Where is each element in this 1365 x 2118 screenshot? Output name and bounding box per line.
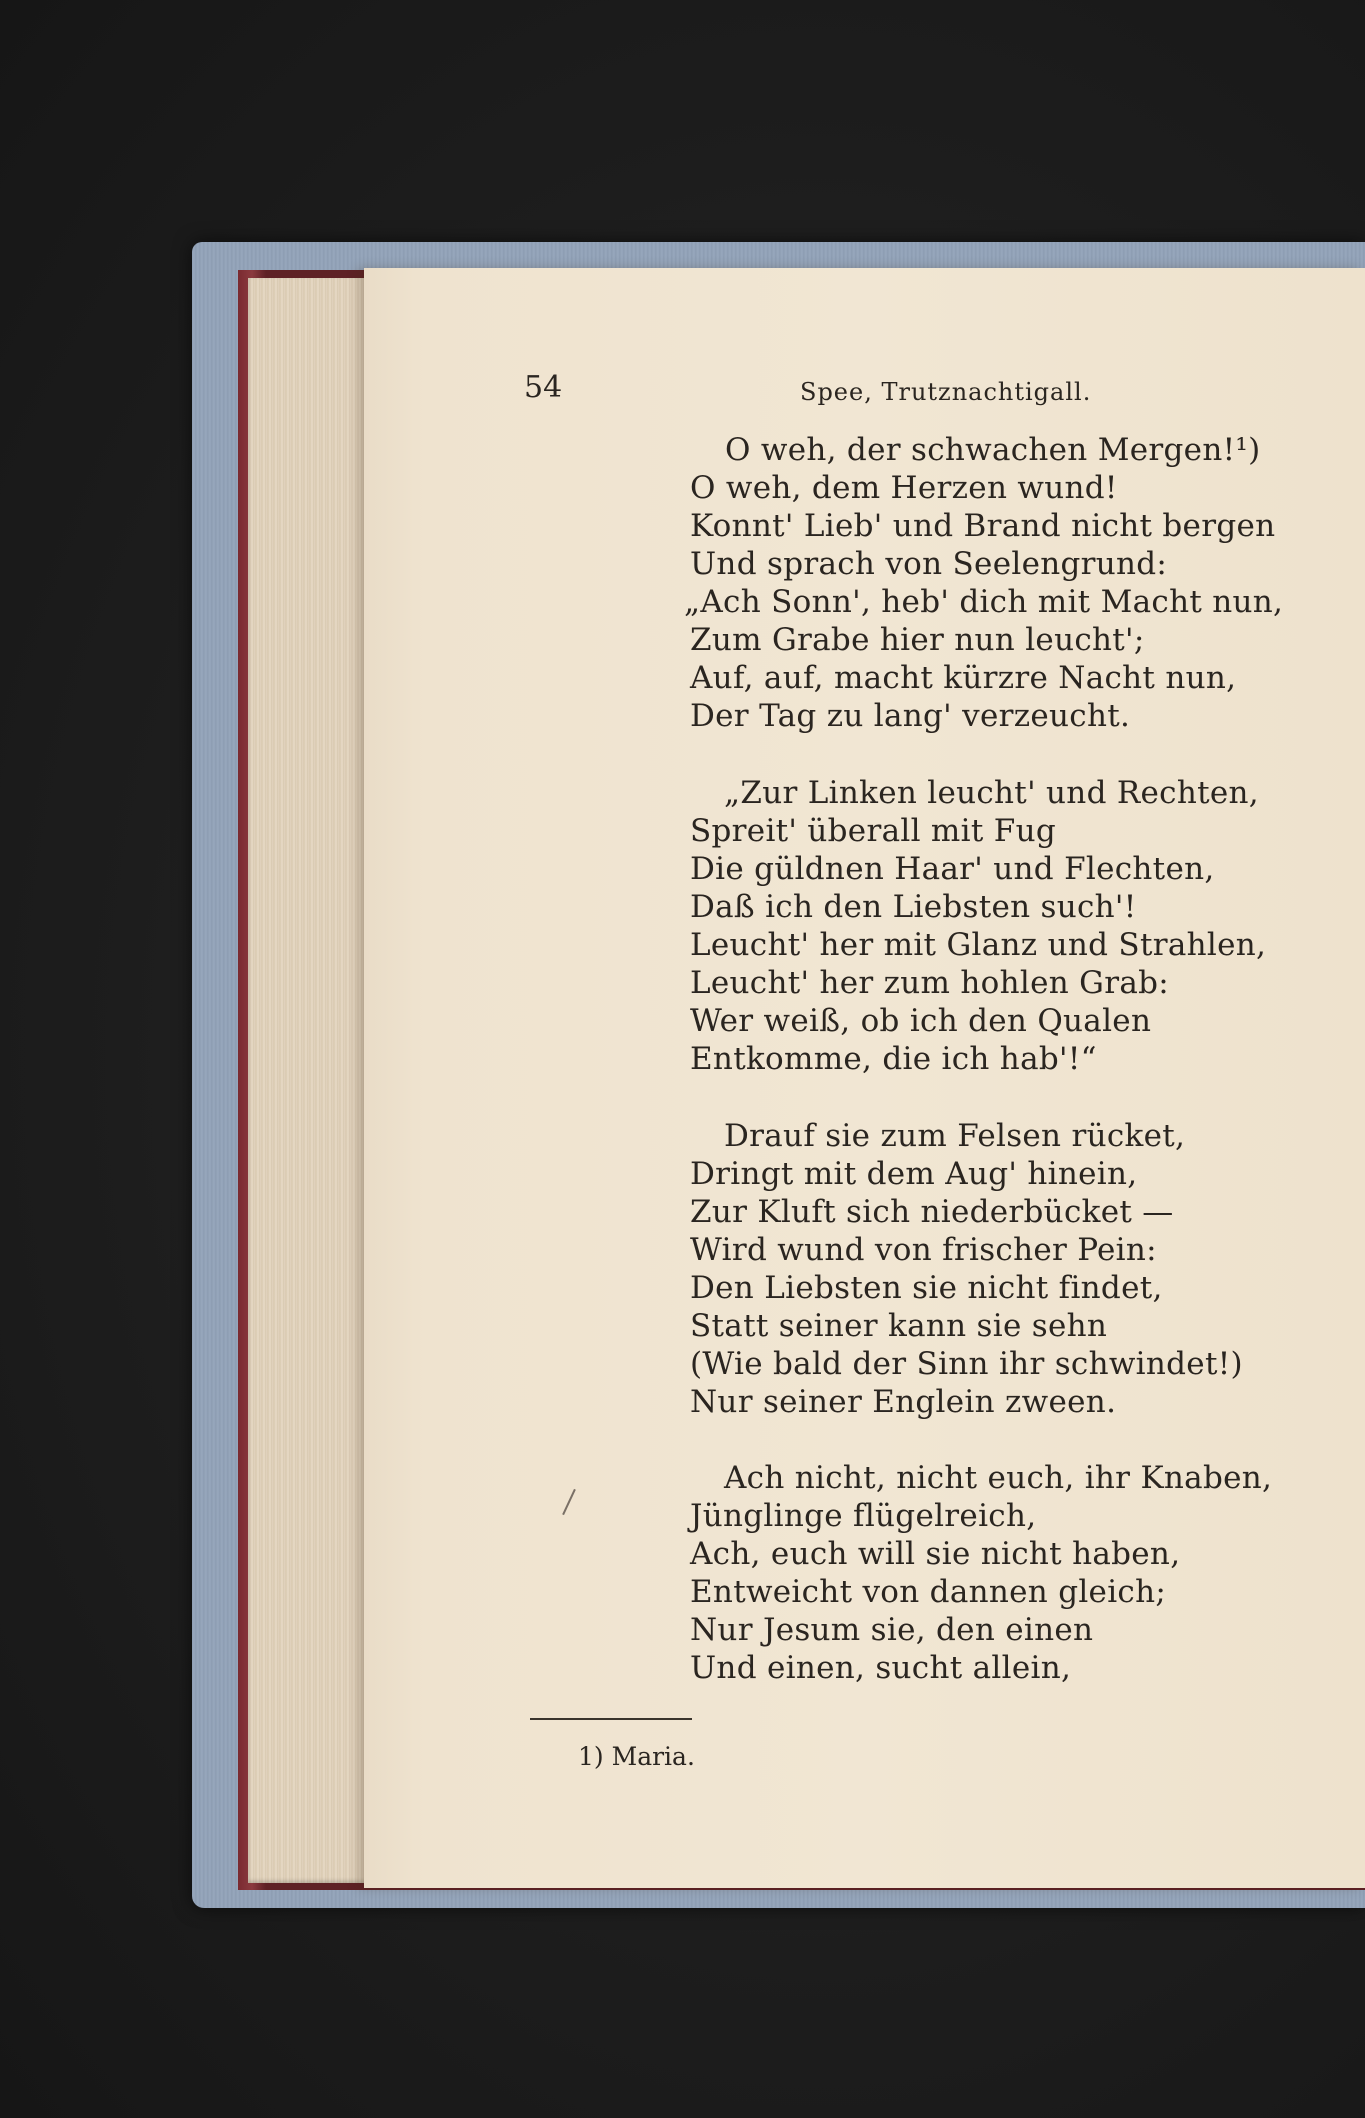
verse-line: Ach nicht, nicht euch, ihr Knaben, bbox=[724, 1460, 1273, 1496]
verse-line: (Wie bald der Sinn ihr schwindet!) bbox=[690, 1346, 1243, 1382]
verse-line: Entweicht von dannen gleich; bbox=[690, 1574, 1167, 1610]
verse-line: O weh, der schwachen Mergen!¹) bbox=[725, 432, 1261, 468]
verse-line: Entkomme, die ich hab'!“ bbox=[690, 1041, 1097, 1077]
verse-line: Den Liebsten sie nicht findet, bbox=[690, 1270, 1163, 1306]
verse-line: Konnt' Lieb' und Brand nicht bergen bbox=[690, 508, 1276, 544]
footnote-rule bbox=[530, 1718, 692, 1720]
verse-line: Auf, auf, macht kürzre Nacht nun, bbox=[690, 660, 1237, 696]
verse-line: Drauf sie zum Felsen rücket, bbox=[724, 1118, 1186, 1154]
verse-line: Nur Jesum sie, den einen bbox=[690, 1612, 1094, 1648]
verse-line: Daß ich den Liebsten such'! bbox=[690, 889, 1137, 925]
verse-line: „Zur Linken leucht' und Rechten, bbox=[724, 775, 1259, 811]
verse-line: Und sprach von Seelengrund: bbox=[690, 546, 1168, 582]
verse-line: Zum Grabe hier nun leucht'; bbox=[690, 622, 1145, 658]
verse-line: O weh, dem Herzen wund! bbox=[690, 470, 1118, 506]
verse-line: Statt seiner kann sie sehn bbox=[690, 1308, 1108, 1344]
verse-line: Nur seiner Englein zween. bbox=[690, 1384, 1117, 1420]
running-head: Spee, Trutznachtigall. bbox=[800, 378, 1092, 406]
verse-line: Die güldnen Haar' und Flechten, bbox=[690, 851, 1215, 887]
verse-line: Leucht' her mit Glanz und Strahlen, bbox=[690, 927, 1267, 963]
page-number: 54 bbox=[524, 370, 563, 405]
verse-line: Leucht' her zum hohlen Grab: bbox=[690, 965, 1170, 1001]
verse-line: Jünglinge flügelreich, bbox=[690, 1498, 1037, 1534]
verse-line: Zur Kluft sich niederbücket — bbox=[690, 1194, 1174, 1230]
verse-line: Dringt mit dem Aug' hinein, bbox=[690, 1156, 1138, 1192]
verse-line: Ach, euch will sie nicht haben, bbox=[690, 1536, 1181, 1572]
verse-line: Und einen, sucht allein, bbox=[690, 1650, 1072, 1686]
verse-line: Wer weiß, ob ich den Qualen bbox=[690, 1003, 1152, 1039]
verse-line: „Ach Sonn', heb' dich mit Macht nun, bbox=[684, 584, 1284, 620]
footnote: 1) Maria. bbox=[578, 1742, 695, 1771]
verse-line: Spreit' überall mit Fug bbox=[690, 813, 1056, 849]
verse-line: Wird wund von frischer Pein: bbox=[690, 1232, 1157, 1268]
verse-line: Der Tag zu lang' verzeucht. bbox=[690, 698, 1131, 734]
